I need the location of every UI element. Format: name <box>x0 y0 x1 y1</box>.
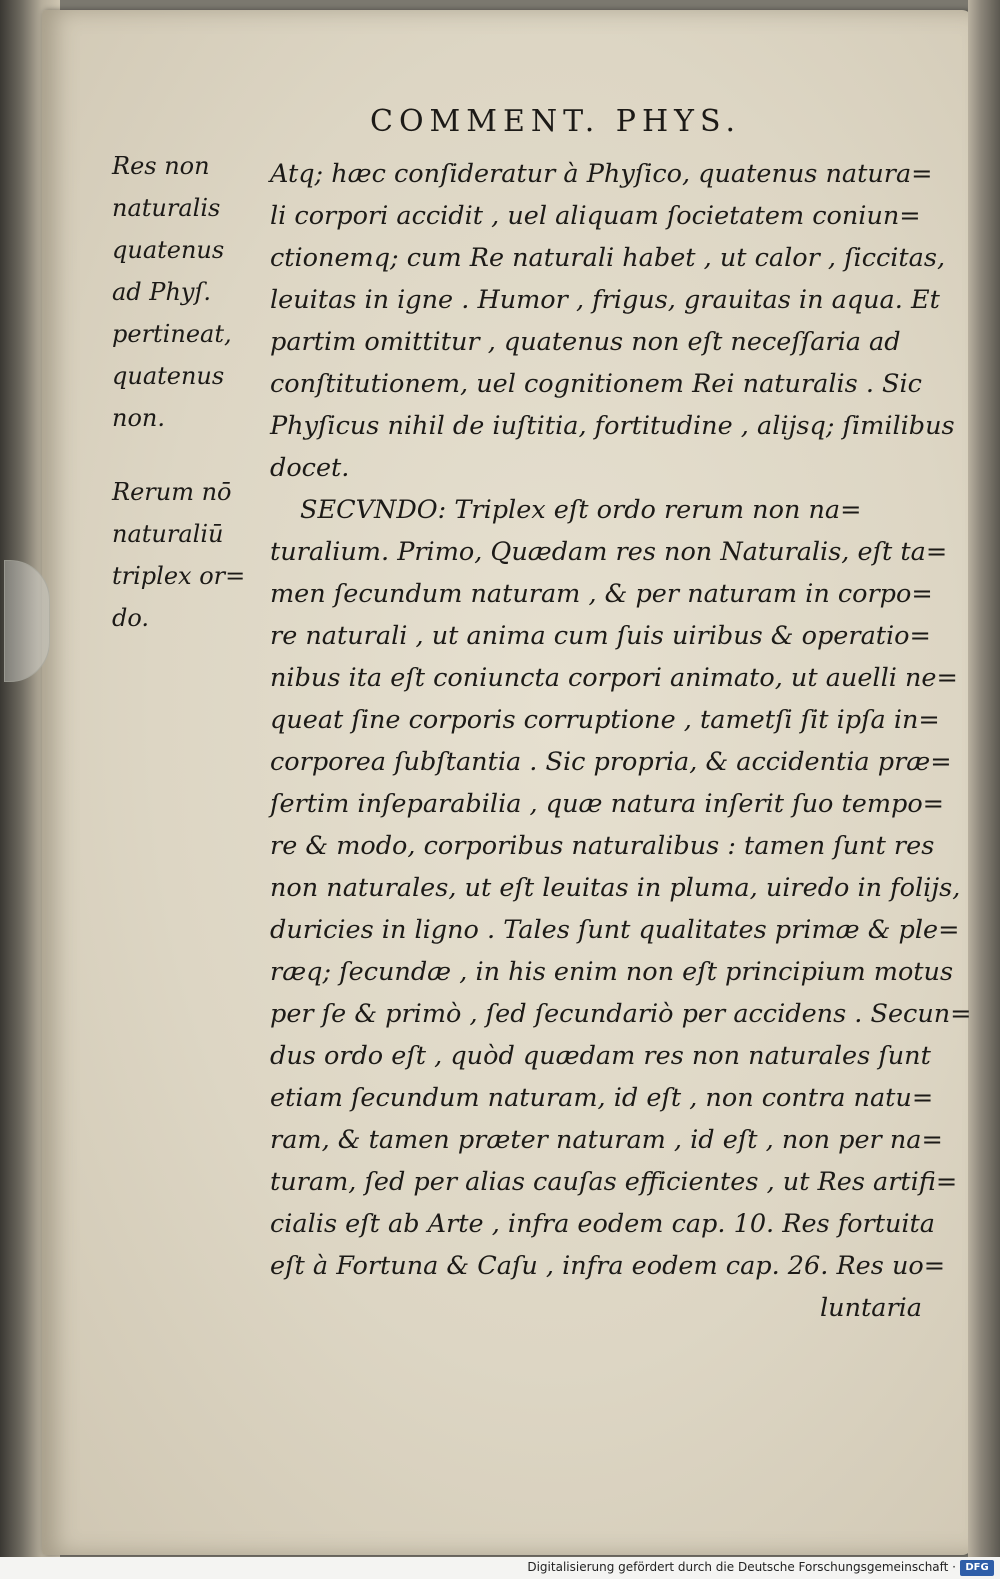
margin-note-line: Res non <box>112 152 210 180</box>
margin-note-line: naturalis <box>112 194 221 222</box>
body-text-line: turam, ſed per alias cauſas efficientes , ut Res artifi= <box>270 1167 958 1197</box>
digitization-footer <box>0 1557 1000 1579</box>
margin-note-line: Rerum nō <box>112 478 232 506</box>
body-text-line: leuitas in igne . Humor , frigus, grauitas in aqua. Et <box>270 285 940 315</box>
catchword: luntaria <box>820 1293 922 1323</box>
margin-note-line: triplex or= <box>112 562 246 590</box>
body-text-line: ram, & tamen præter naturam , id eſt , non per na= <box>270 1125 943 1155</box>
margin-note-line: ad Phyſ. <box>112 278 211 306</box>
body-text-line: corporea ſubſtantia . Sic propria, & accidentia præ= <box>270 747 952 777</box>
body-text-line: turalium. Primo, Quædam res non Naturalis, eſt ta= <box>270 537 948 567</box>
dfg-logo: DFG <box>960 1560 994 1576</box>
body-text-line: re naturali , ut anima cum ſuis uiribus & operatio= <box>270 621 931 651</box>
body-text-line: ræq; ſecundæ , in his enim non eſt principium motus <box>270 957 954 987</box>
body-text-line: per ſe & primò , ſed ſecundariò per accidens . Secun= <box>270 999 972 1029</box>
body-text-line: ſertim inſeparabilia , quæ natura inſerit ſuo tempo= <box>270 789 945 819</box>
body-text-line: ctionemq; cum Re naturali habet , ut calor , ſiccitas, <box>270 243 946 273</box>
page-clip <box>4 560 50 682</box>
margin-note-line: pertineat, <box>112 320 232 348</box>
body-text-line: conſtitutionem, uel cognitionem Rei naturalis . Sic <box>270 369 922 399</box>
body-text-line: queat ſine corporis corruptione , tametſi ſit ipſa in= <box>270 705 940 735</box>
body-text-line: Phyſicus nihil de iuſtitia, fortitudine , alijsq; ſimilibus <box>270 411 955 441</box>
body-text-line: eſt à Fortuna & Caſu , infra eodem cap. 26. Res uo= <box>270 1251 946 1281</box>
margin-note-line: naturaliū <box>112 520 224 548</box>
body-text-line: re & modo, corporibus naturalibus : tamen ſunt res <box>270 831 935 861</box>
margin-note-line: non. <box>112 404 165 432</box>
margin-note-line: quatenus <box>112 362 225 390</box>
body-text-line: docet. <box>270 453 350 483</box>
body-text-line: Atq; hæc conſideratur à Phyſico, quatenus natura= <box>270 159 933 189</box>
margin-note-line: do. <box>112 604 150 632</box>
funding-credit: Digitalisierung gefördert durch die Deutsche Forschungsgemeinschaft · <box>527 1560 956 1574</box>
body-text-line: men ſecundum naturam , & per naturam in corpo= <box>270 579 933 609</box>
body-text-line: nibus ita eſt coniuncta corpori animato, ut auelli ne= <box>270 663 958 693</box>
body-text-line: etiam ſecundum naturam, id eſt , non contra natu= <box>270 1083 934 1113</box>
body-text-line: duricies in ligno . Tales ſunt qualitates primæ & ple= <box>270 915 960 945</box>
running-title: COMMENT. PHYS. <box>370 104 741 139</box>
page-stack-edge <box>968 0 1000 1579</box>
body-text-line: dus ordo eſt , quòd quædam res non naturales ſunt <box>270 1041 931 1071</box>
body-text-line: cialis eſt ab Arte , infra eodem cap. 10. Res fortuita <box>270 1209 935 1239</box>
body-text-line: li corpori accidit , uel aliquam ſocietatem coniun= <box>270 201 921 231</box>
body-text-line: non naturales, ut eſt leuitas in pluma, uiredo in folijs, <box>270 873 961 903</box>
body-text-line: SECVNDO: Triplex eſt ordo rerum non na= <box>300 495 862 525</box>
body-text-line: partim omittitur , quatenus non eſt neceſſaria ad <box>270 327 901 357</box>
margin-note-line: quatenus <box>112 236 225 264</box>
